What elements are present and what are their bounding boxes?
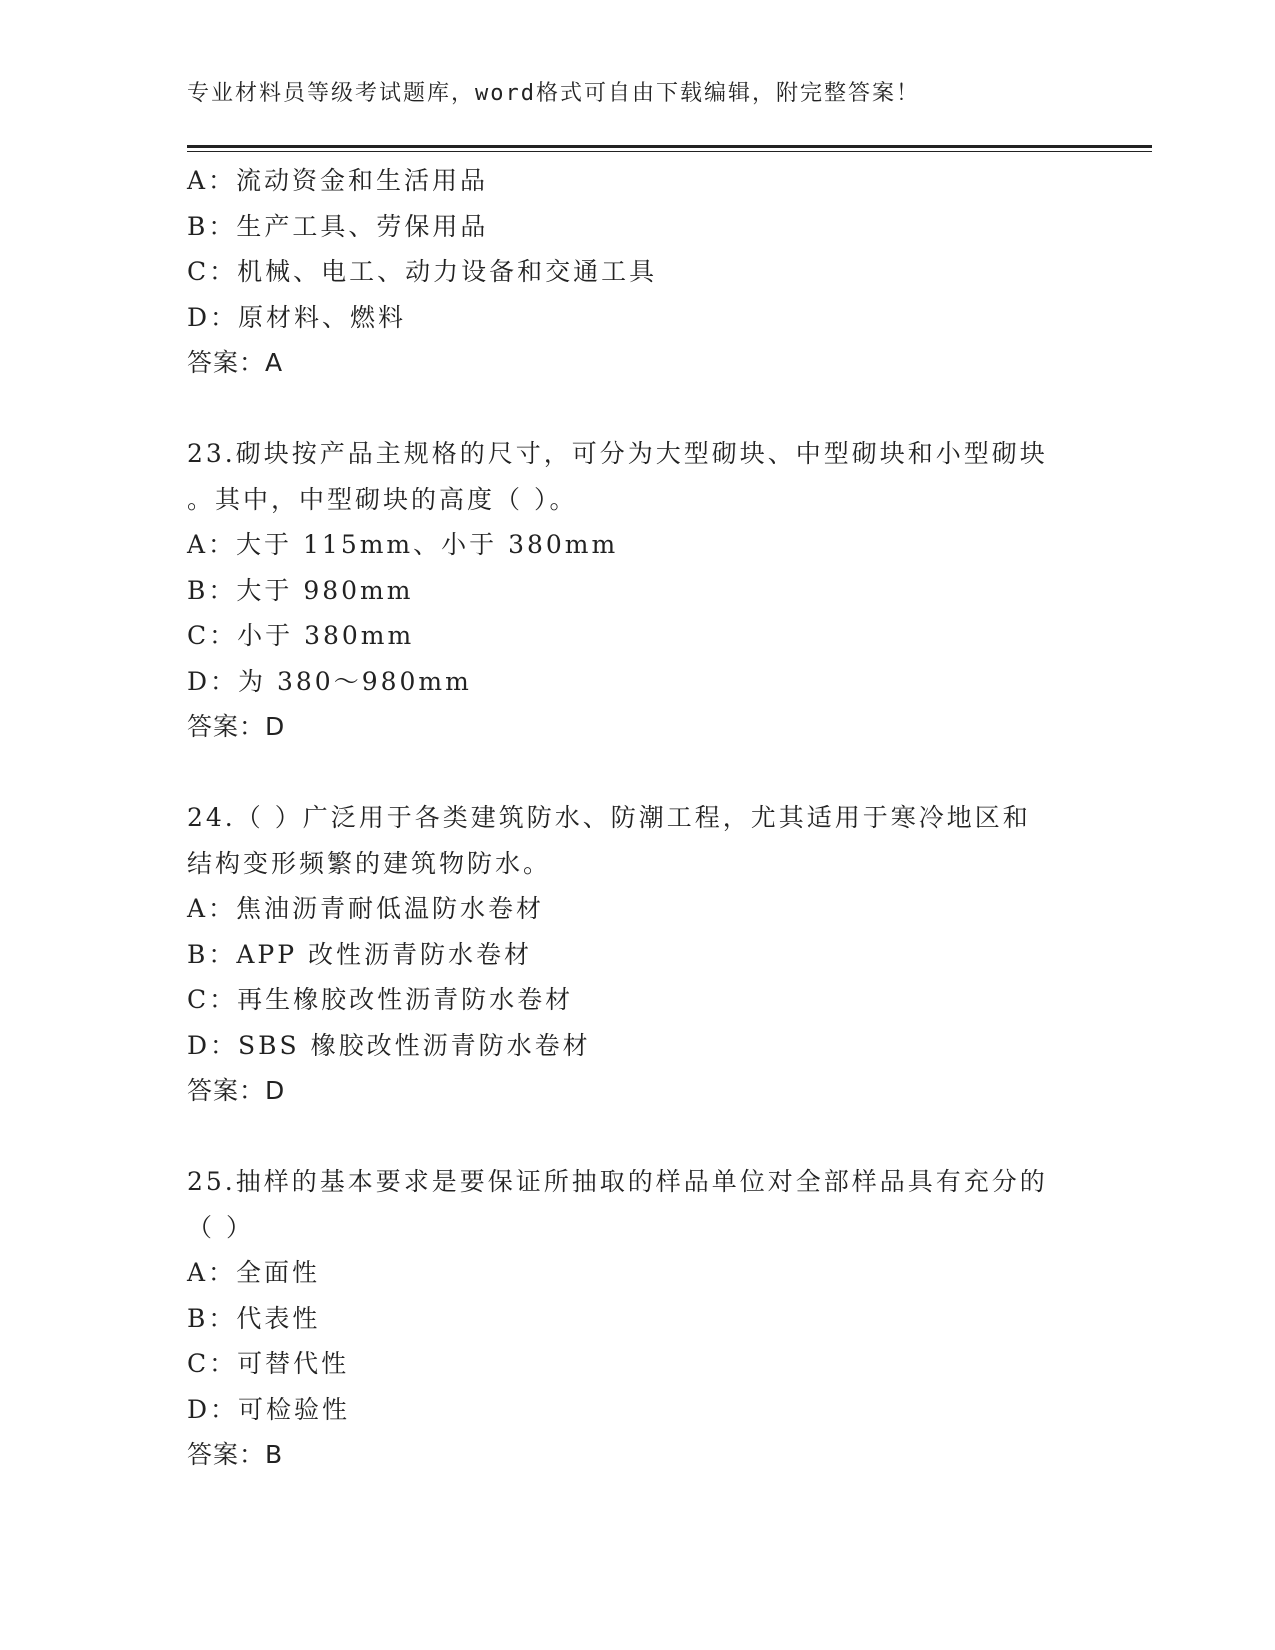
option-d: D：可检验性 bbox=[187, 1394, 351, 1424]
option-c: C：小于 380mm bbox=[187, 621, 415, 650]
question-stem-continued: 。其中，中型砌块的高度（ ）。 bbox=[187, 484, 578, 514]
question-22 bbox=[187, 158, 1087, 386]
option-a: A：大于 115mm、小于 380mm bbox=[187, 530, 619, 559]
question-stem: 23.砌块按产品主规格的尺寸，可分为大型砌块、中型砌块和小型砌块 bbox=[187, 439, 1048, 468]
option-b: B：大于 980mm bbox=[187, 575, 414, 605]
question-list bbox=[187, 158, 1087, 1478]
header-divider-thin bbox=[187, 151, 1152, 152]
question-25 bbox=[187, 1159, 1087, 1478]
question-24 bbox=[187, 795, 1087, 1114]
option-a: A：焦油沥青耐低温防水卷材 bbox=[187, 894, 545, 923]
answer: 答案：D bbox=[187, 712, 286, 741]
option-c: C：再生橡胶改性沥青防水卷材 bbox=[187, 985, 574, 1014]
option-c: C：机械、电工、动力设备和交通工具 bbox=[187, 257, 658, 286]
answer: 答案：D bbox=[187, 1076, 286, 1105]
question-stem-continued: （ ） bbox=[187, 1212, 254, 1242]
spacer bbox=[187, 1114, 1087, 1160]
answer: 答案：B bbox=[187, 1440, 284, 1469]
page-header: 专业材料员等级考试题库，word格式可自由下载编辑，附完整答案！ bbox=[187, 81, 920, 106]
option-a: A：全面性 bbox=[187, 1258, 321, 1287]
question-stem: 25.抽样的基本要求是要保证所抽取的样品单位对全部样品具有充分的 bbox=[187, 1167, 1048, 1196]
option-b: B：生产工具、劳保用品 bbox=[187, 211, 489, 241]
question-stem-continued: 结构变形频繁的建筑物防水。 bbox=[187, 848, 552, 878]
option-d: D：SBS 橡胶改性沥青防水卷材 bbox=[187, 1030, 591, 1060]
option-a: A：流动资金和生活用品 bbox=[187, 166, 489, 195]
question-stem: 24.（ ）广泛用于各类建筑防水、防潮工程，尤其适用于寒冷地区和 bbox=[187, 803, 1031, 832]
question-23 bbox=[187, 431, 1087, 750]
spacer bbox=[187, 750, 1087, 796]
header-divider-thick bbox=[187, 145, 1152, 148]
option-b: B：代表性 bbox=[187, 1303, 321, 1333]
answer: 答案：A bbox=[187, 348, 284, 377]
spacer bbox=[187, 386, 1087, 432]
option-b: B：APP 改性沥青防水卷材 bbox=[187, 939, 533, 969]
option-d: D：原材料、燃料 bbox=[187, 302, 407, 332]
option-c: C：可替代性 bbox=[187, 1349, 350, 1378]
option-d: D：为 380～980mm bbox=[187, 666, 472, 696]
